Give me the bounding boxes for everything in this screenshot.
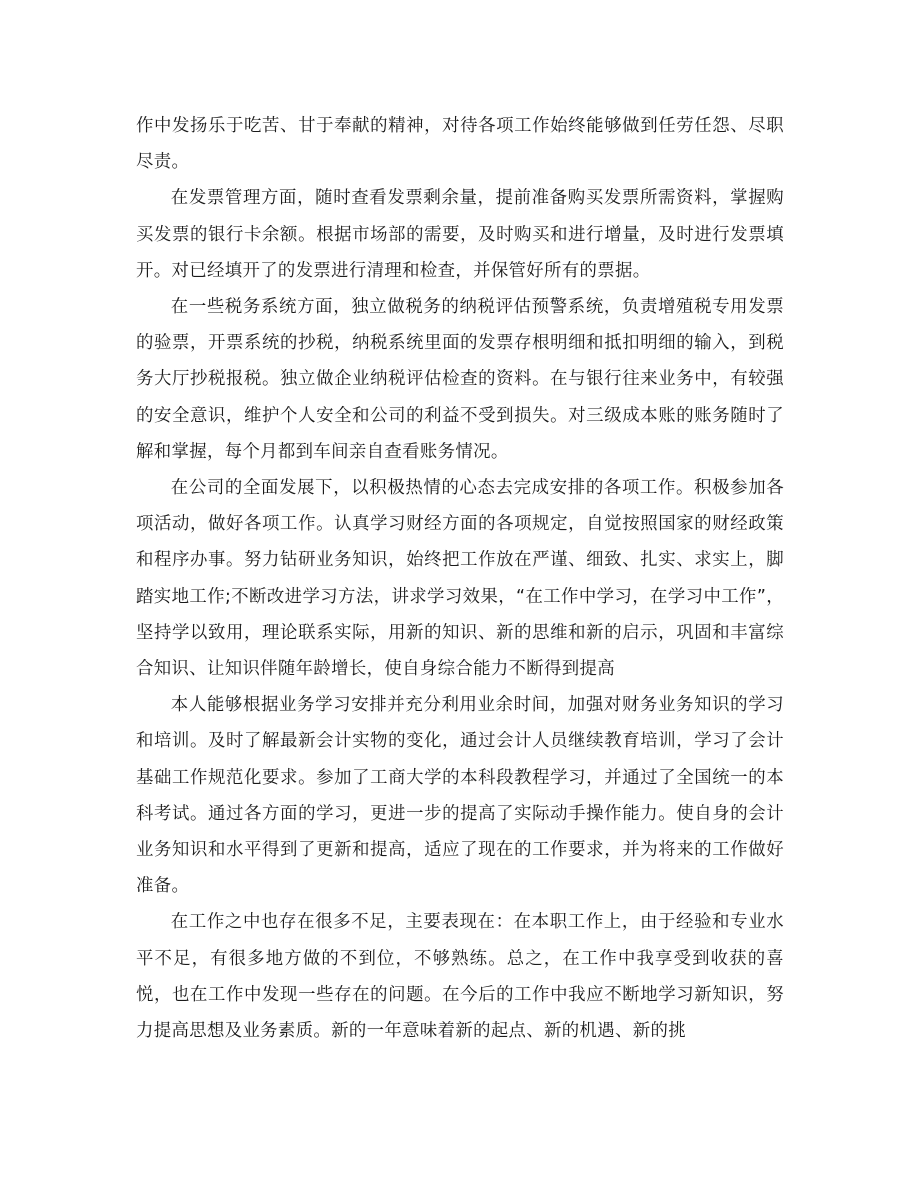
document-body <box>136 108 784 1049</box>
paragraph-5: 本人能够根据业务学习安排并充分利用业余时间，加强对财务业务知识的学习和培训。及时了解最新会计实物的变化，通过会计人员继续教育培训，学习了会计基础工作规范化要求。参加了工商大学的本科段教程学习，并通过了全国统一的本科考试。通过各方面的学习，更进一步的提高了实际动手操作能力。使自身的会计业务知识和水平得到了更新和提高，适应了现在的工作要求，并为将来的工作做好准备。 <box>136 695 784 897</box>
paragraph-2: 在发票管理方面，随时查看发票剩余量，提前准备购买发票所需资料，掌握购买发票的银行卡余额。根据市场部的需要，及时购买和进行增量，及时进行发票填开。对已经填开了的发票进行清理和检查，并保管好所有的票据。 <box>136 188 784 281</box>
paragraph-6: 在工作之中也存在很多不足，主要表现在：在本职工作上，由于经验和专业水平不足，有很多地方做的不到位，不够熟练。总之，在工作中我享受到收获的喜悦，也在工作中发现一些存在的问题。在今后的工作中我应不断地学习新知识，努力提高思想及业务素质。新的一年意味着新的起点、新的机遇、新的挑 <box>136 912 784 1042</box>
paragraph-3: 在一些税务系统方面，独立做税务的纳税评估预警系统，负责增殖税专用发票的验票，开票系统的抄税，纳税系统里面的发票存根明细和抵扣明细的输入，到税务大厅抄税报税。独立做企业纳税评估检查的资料。在与银行往来业务中，有较强的安全意识，维护个人安全和公司的利益不受到损失。对三级成本账的账务随时了解和掌握，每个月都到车间亲自查看账务情况。 <box>136 297 784 462</box>
paragraph-1: 作中发扬乐于吃苦、甘于奉献的精神，对待各项工作始终能够做到任劳任怨、尽职尽责。 <box>136 116 784 173</box>
paragraph-4: 在公司的全面发展下，以积极热情的心态去完成安排的各项工作。积极参加各项活动，做好各项工作。认真学习财经方面的各项规定，自觉按照国家的财经政策和程序办事。努力钻研业务知识，始终把工作放在严谨、细致、扎实、求实上，脚踏实地工作;不断改进学习方法，讲求学习效果，“在工作中学习，在学习中工作”，坚持学以致用，理论联系实际，用新的知识、新的思维和新的启示，巩固和丰富综合知识、让知识伴随年龄增长，使自身综合能力不断得到提高 <box>136 478 784 680</box>
